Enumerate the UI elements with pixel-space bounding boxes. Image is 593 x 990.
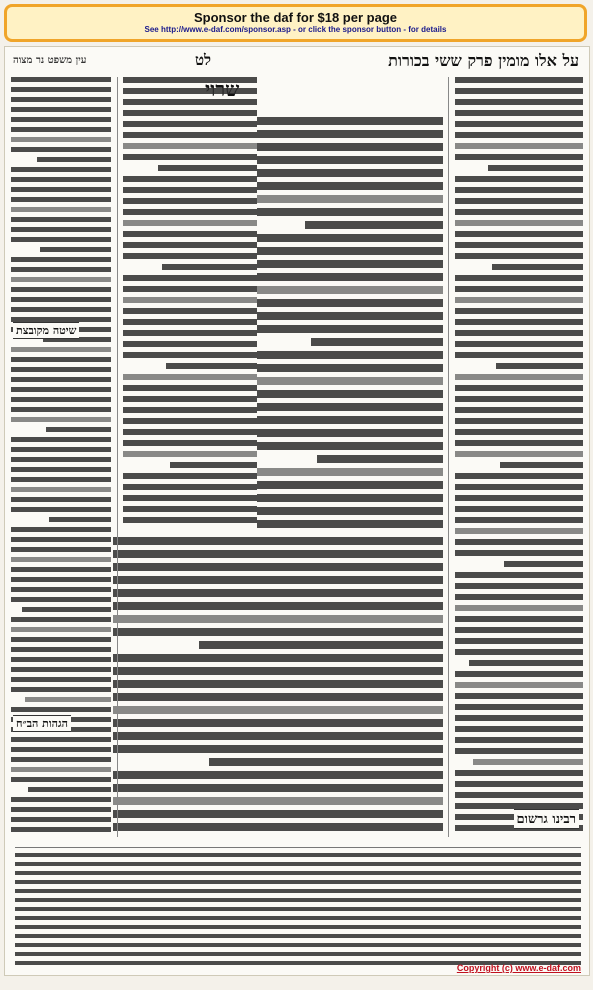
- text-line: [11, 827, 111, 832]
- text-line: [15, 943, 581, 947]
- text-line: [455, 253, 583, 259]
- hagahot-heading: הגהות הב״ח: [13, 715, 71, 732]
- text-line: [455, 737, 583, 743]
- text-line: [11, 257, 111, 262]
- text-line: [455, 616, 583, 622]
- text-line: [455, 682, 583, 688]
- text-line: [11, 767, 111, 772]
- text-line: [166, 363, 257, 369]
- text-line: [257, 351, 443, 359]
- text-line: [11, 147, 111, 152]
- text-line: [11, 107, 111, 112]
- text-line: [257, 403, 443, 411]
- text-line: [11, 667, 111, 672]
- text-line: [123, 308, 257, 314]
- text-line: [15, 871, 581, 875]
- text-line: [257, 143, 443, 151]
- text-line: [113, 797, 443, 805]
- text-line: [492, 264, 583, 270]
- text-line: [15, 916, 581, 920]
- text-line: [113, 680, 443, 688]
- text-line: [455, 583, 583, 589]
- text-line: [455, 484, 583, 490]
- text-line: [11, 537, 111, 542]
- text-line: [455, 649, 583, 655]
- text-line: [123, 429, 257, 435]
- text-line: [15, 880, 581, 884]
- text-line: [11, 357, 111, 362]
- text-line: [455, 506, 583, 512]
- text-line: [455, 77, 583, 83]
- text-line: [123, 396, 257, 402]
- text-line: [11, 267, 111, 272]
- text-line: [455, 715, 583, 721]
- text-line: [11, 547, 111, 552]
- text-line: [123, 132, 257, 138]
- text-line: [113, 589, 443, 597]
- text-line: [455, 396, 583, 402]
- text-line: [11, 177, 111, 182]
- text-line: [11, 577, 111, 582]
- text-line: [455, 209, 583, 215]
- text-line: [488, 165, 583, 171]
- text-line: [123, 209, 257, 215]
- text-line: [455, 792, 583, 798]
- rashi-column: [455, 77, 583, 837]
- text-line: [455, 605, 583, 611]
- text-line: [455, 110, 583, 116]
- text-line: [455, 88, 583, 94]
- text-line: [455, 594, 583, 600]
- text-line: [11, 487, 111, 492]
- text-line: [11, 557, 111, 562]
- text-line: [455, 748, 583, 754]
- text-line: [11, 597, 111, 602]
- text-line: [11, 627, 111, 632]
- text-line: [11, 477, 111, 482]
- text-line: [123, 99, 257, 105]
- text-line: [455, 286, 583, 292]
- text-line: [317, 455, 443, 463]
- text-line: [28, 787, 111, 792]
- text-line: [113, 784, 443, 792]
- text-line: [11, 677, 111, 682]
- text-line: [469, 660, 583, 666]
- text-line: [123, 506, 257, 512]
- text-line: [113, 719, 443, 727]
- text-line: [257, 208, 443, 216]
- text-line: [15, 862, 581, 866]
- text-line: [455, 220, 583, 226]
- text-line: [11, 817, 111, 822]
- text-line: [11, 807, 111, 812]
- text-line: [11, 617, 111, 622]
- text-line: [257, 481, 443, 489]
- tosafot-column: [123, 77, 257, 532]
- text-line: [455, 429, 583, 435]
- text-line: [123, 77, 257, 83]
- text-line: [11, 657, 111, 662]
- text-line: [455, 154, 583, 160]
- text-line: [455, 572, 583, 578]
- text-line: [455, 242, 583, 248]
- text-line: [11, 637, 111, 642]
- text-line: [455, 99, 583, 105]
- text-line: [11, 127, 111, 132]
- text-line: [11, 407, 111, 412]
- text-line: [11, 97, 111, 102]
- text-line: [162, 264, 257, 270]
- text-line: [123, 253, 257, 259]
- text-line: [257, 182, 443, 190]
- text-line: [257, 494, 443, 502]
- text-line: [11, 207, 111, 212]
- text-line: [496, 363, 583, 369]
- text-line: [11, 297, 111, 302]
- text-line: [123, 286, 257, 292]
- text-line: [113, 693, 443, 701]
- text-line: [113, 550, 443, 558]
- text-line: [11, 367, 111, 372]
- text-line: [455, 726, 583, 732]
- text-line: [11, 197, 111, 202]
- text-line: [15, 853, 581, 857]
- text-line: [455, 374, 583, 380]
- text-line: [170, 462, 257, 468]
- text-line: [113, 810, 443, 818]
- text-line: [455, 121, 583, 127]
- text-line: [11, 307, 111, 312]
- talmud-page: [4, 46, 590, 976]
- text-line: [15, 898, 581, 902]
- text-line: [113, 563, 443, 571]
- text-line: [455, 132, 583, 138]
- text-line: [11, 237, 111, 242]
- text-line: [257, 117, 443, 125]
- text-line: [11, 227, 111, 232]
- text-line: [15, 889, 581, 893]
- text-line: [123, 88, 257, 94]
- text-line: [257, 377, 443, 385]
- text-line: [455, 451, 583, 457]
- text-line: [257, 195, 443, 203]
- text-line: [455, 330, 583, 336]
- text-line: [257, 390, 443, 398]
- text-line: [11, 497, 111, 502]
- text-line: [209, 758, 443, 766]
- text-line: [123, 473, 257, 479]
- text-line: [123, 352, 257, 358]
- text-line: [123, 407, 257, 413]
- gemara-text-lower: [113, 537, 443, 837]
- text-line: [123, 341, 257, 347]
- text-line: [11, 707, 111, 712]
- text-line: [257, 312, 443, 320]
- text-line: [11, 217, 111, 222]
- text-line: [40, 247, 111, 252]
- text-line: [123, 495, 257, 501]
- text-line: [257, 247, 443, 255]
- text-line: [455, 781, 583, 787]
- text-line: [257, 364, 443, 372]
- text-line: [257, 429, 443, 437]
- text-line: [11, 437, 111, 442]
- text-line: [113, 615, 443, 623]
- text-line: [257, 130, 443, 138]
- text-line: [455, 275, 583, 281]
- text-line: [11, 737, 111, 742]
- text-line: [37, 157, 111, 162]
- copyright-link[interactable]: Copyright (c) www.e-daf.com: [456, 963, 581, 973]
- text-line: [113, 667, 443, 675]
- text-line: [455, 231, 583, 237]
- text-line: [123, 330, 257, 336]
- text-line: [257, 234, 443, 242]
- text-line: [455, 638, 583, 644]
- text-line: [123, 176, 257, 182]
- text-line: [113, 823, 443, 831]
- text-line: [113, 654, 443, 662]
- text-line: [123, 143, 257, 149]
- text-line: [11, 287, 111, 292]
- gemara-text: [257, 117, 443, 537]
- sponsor-banner[interactable]: [4, 4, 587, 42]
- text-line: [11, 77, 111, 82]
- text-line: [11, 467, 111, 472]
- page-number: לט: [195, 51, 212, 69]
- text-line: [257, 169, 443, 177]
- text-line: [123, 484, 257, 490]
- text-line: [455, 495, 583, 501]
- text-line: [257, 325, 443, 333]
- text-line: [25, 697, 111, 702]
- text-line: [123, 440, 257, 446]
- text-line: [11, 417, 111, 422]
- text-line: [123, 517, 257, 523]
- text-line: [455, 693, 583, 699]
- text-line: [123, 451, 257, 457]
- text-line: [123, 198, 257, 204]
- text-line: [257, 273, 443, 281]
- text-line: [123, 385, 257, 391]
- ein-mishpat-header: עין משפט נר מצוה: [13, 55, 87, 66]
- text-line: [11, 777, 111, 782]
- text-line: [11, 797, 111, 802]
- text-line: [123, 154, 257, 160]
- text-line: [455, 198, 583, 204]
- text-line: [455, 517, 583, 523]
- text-line: [11, 507, 111, 512]
- text-line: [123, 231, 257, 237]
- text-line: [123, 242, 257, 248]
- text-line: [455, 187, 583, 193]
- text-line: [11, 587, 111, 592]
- text-line: [455, 407, 583, 413]
- text-line: [49, 517, 111, 522]
- text-line: [257, 468, 443, 476]
- text-line: [504, 561, 583, 567]
- text-line: [123, 220, 257, 226]
- text-line: [11, 747, 111, 752]
- text-line: [199, 641, 443, 649]
- text-line: [11, 447, 111, 452]
- text-line: [473, 759, 583, 765]
- text-line: [22, 607, 111, 612]
- text-line: [455, 539, 583, 545]
- text-line: [11, 87, 111, 92]
- text-line: [455, 418, 583, 424]
- text-line: [257, 520, 443, 528]
- text-line: [11, 277, 111, 282]
- text-line: [11, 387, 111, 392]
- text-line: [113, 745, 443, 753]
- text-line: [455, 308, 583, 314]
- text-line: [15, 934, 581, 938]
- text-line: [113, 732, 443, 740]
- text-line: [15, 907, 581, 911]
- text-line: [500, 462, 583, 468]
- text-line: [257, 442, 443, 450]
- text-line: [11, 687, 111, 692]
- text-line: [11, 457, 111, 462]
- text-line: [455, 297, 583, 303]
- text-line: [11, 347, 111, 352]
- text-line: [123, 418, 257, 424]
- text-line: [113, 537, 443, 545]
- text-line: [11, 647, 111, 652]
- text-line: [123, 187, 257, 193]
- text-line: [158, 165, 257, 171]
- text-line: [455, 550, 583, 556]
- text-line: [257, 286, 443, 294]
- page-header-title: על אלו מומין פרק ששי בכורות: [388, 51, 579, 70]
- text-line: [123, 110, 257, 116]
- sponsor-title[interactable]: Sponsor the daf for $18 per page: [194, 10, 397, 25]
- text-line: [123, 297, 257, 303]
- text-line: [257, 416, 443, 424]
- text-line: [455, 440, 583, 446]
- text-line: [15, 952, 581, 956]
- text-line: [305, 221, 443, 229]
- rabbeinu-gershom-heading: רבינו גרשום: [514, 809, 579, 829]
- text-line: [455, 352, 583, 358]
- text-line: [11, 397, 111, 402]
- text-line: [123, 275, 257, 281]
- text-line: [113, 771, 443, 779]
- text-line: [113, 576, 443, 584]
- text-line: [11, 527, 111, 532]
- text-line: [11, 137, 111, 142]
- text-line: [257, 299, 443, 307]
- text-line: [257, 260, 443, 268]
- text-line: [11, 167, 111, 172]
- text-line: [15, 925, 581, 929]
- text-line: [257, 156, 443, 164]
- text-line: [46, 427, 111, 432]
- text-line: [455, 385, 583, 391]
- text-line: [455, 770, 583, 776]
- text-line: [311, 338, 443, 346]
- text-line: [11, 117, 111, 122]
- text-line: [113, 628, 443, 636]
- text-line: [123, 121, 257, 127]
- text-line: [11, 757, 111, 762]
- text-line: [123, 374, 257, 380]
- text-line: [123, 319, 257, 325]
- text-line: [455, 319, 583, 325]
- sponsor-subtitle[interactable]: See http://www.e-daf.com/sponsor.asp - or click the sponsor button - for details: [144, 25, 447, 34]
- text-line: [455, 528, 583, 534]
- text-line: [113, 602, 443, 610]
- text-line: [455, 176, 583, 182]
- text-line: [455, 143, 583, 149]
- column-divider: [448, 77, 449, 837]
- column-divider: [117, 77, 118, 837]
- text-line: [11, 377, 111, 382]
- text-line: [11, 187, 111, 192]
- text-line: [455, 627, 583, 633]
- text-line: [455, 341, 583, 347]
- text-line: [113, 706, 443, 714]
- footnote-commentary: [15, 847, 581, 966]
- text-line: [455, 704, 583, 710]
- text-line: [11, 567, 111, 572]
- text-line: [257, 507, 443, 515]
- shita-mekubetzet-heading: שיטה מקובצת: [13, 322, 79, 339]
- text-line: [455, 473, 583, 479]
- text-line: [455, 671, 583, 677]
